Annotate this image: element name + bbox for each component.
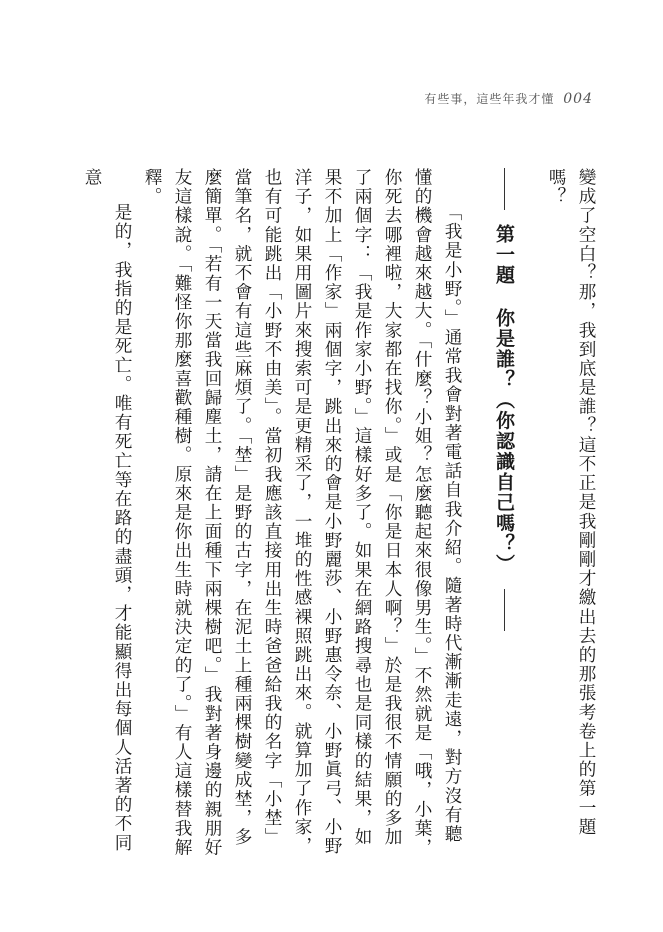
body-text: [41, 168, 601, 858]
section-question: 你是誰？（你認識自己嗎？）: [493, 308, 515, 575]
section-title: [489, 168, 519, 858]
running-header: [424, 90, 593, 107]
intro-line: 變成了空白？那，我到底是誰？這不正是我剛剛才繳出去的那張考卷上的第一題嗎？: [546, 168, 596, 837]
title-rule-top: [504, 168, 505, 210]
page-number: 004: [563, 91, 593, 107]
paragraph: 「我是小野。」通常我會對著電話自我介紹。隨著時代漸漸走遠，對方沒有聽懂的機會越來越大。「什麼？小姐？怎麼聽起來很像男生。」不然就是「哦，小葉，你死去哪裡啦，大家都在找你。」或是「你是日本人啊？」於是我很不情願的多加了兩個字：「我是作家小野。」這樣好多了。如果在網路搜尋也是同樣的結果，如果不加上「作家」兩個字，跳出來的會是小野麗莎、小野惠令奈、小野眞弓、小野洋子，如果用圖片來搜索可是更精采了，一堆的性感裸照跳出來。就算加了作家，也有可能跳出「小野不由美」。當初我應該直接用出生時爸爸給我的名字「小埜」當筆名，就不會有這些麻煩了。「埜」是野的古字，在泥土上種兩棵樹變成埜，多麼簡單。「若有一天當我回歸塵土，請在上面種下兩棵樹吧。」我對著身邊的親朋好友這樣說。「難怪你那麼喜歡種樹。原來是你出生時就決定的了。」有人這樣替我解釋。: [142, 168, 462, 858]
paragraph: 是的，我指的是死亡。唯有死亡等在路的盡頭，才能顯得出每個人活著的不同意: [82, 168, 132, 853]
book-title: 有些事，這些年我才懂: [424, 92, 555, 106]
section-label: 第一題: [493, 224, 515, 286]
title-rule-bottom: [504, 589, 505, 631]
